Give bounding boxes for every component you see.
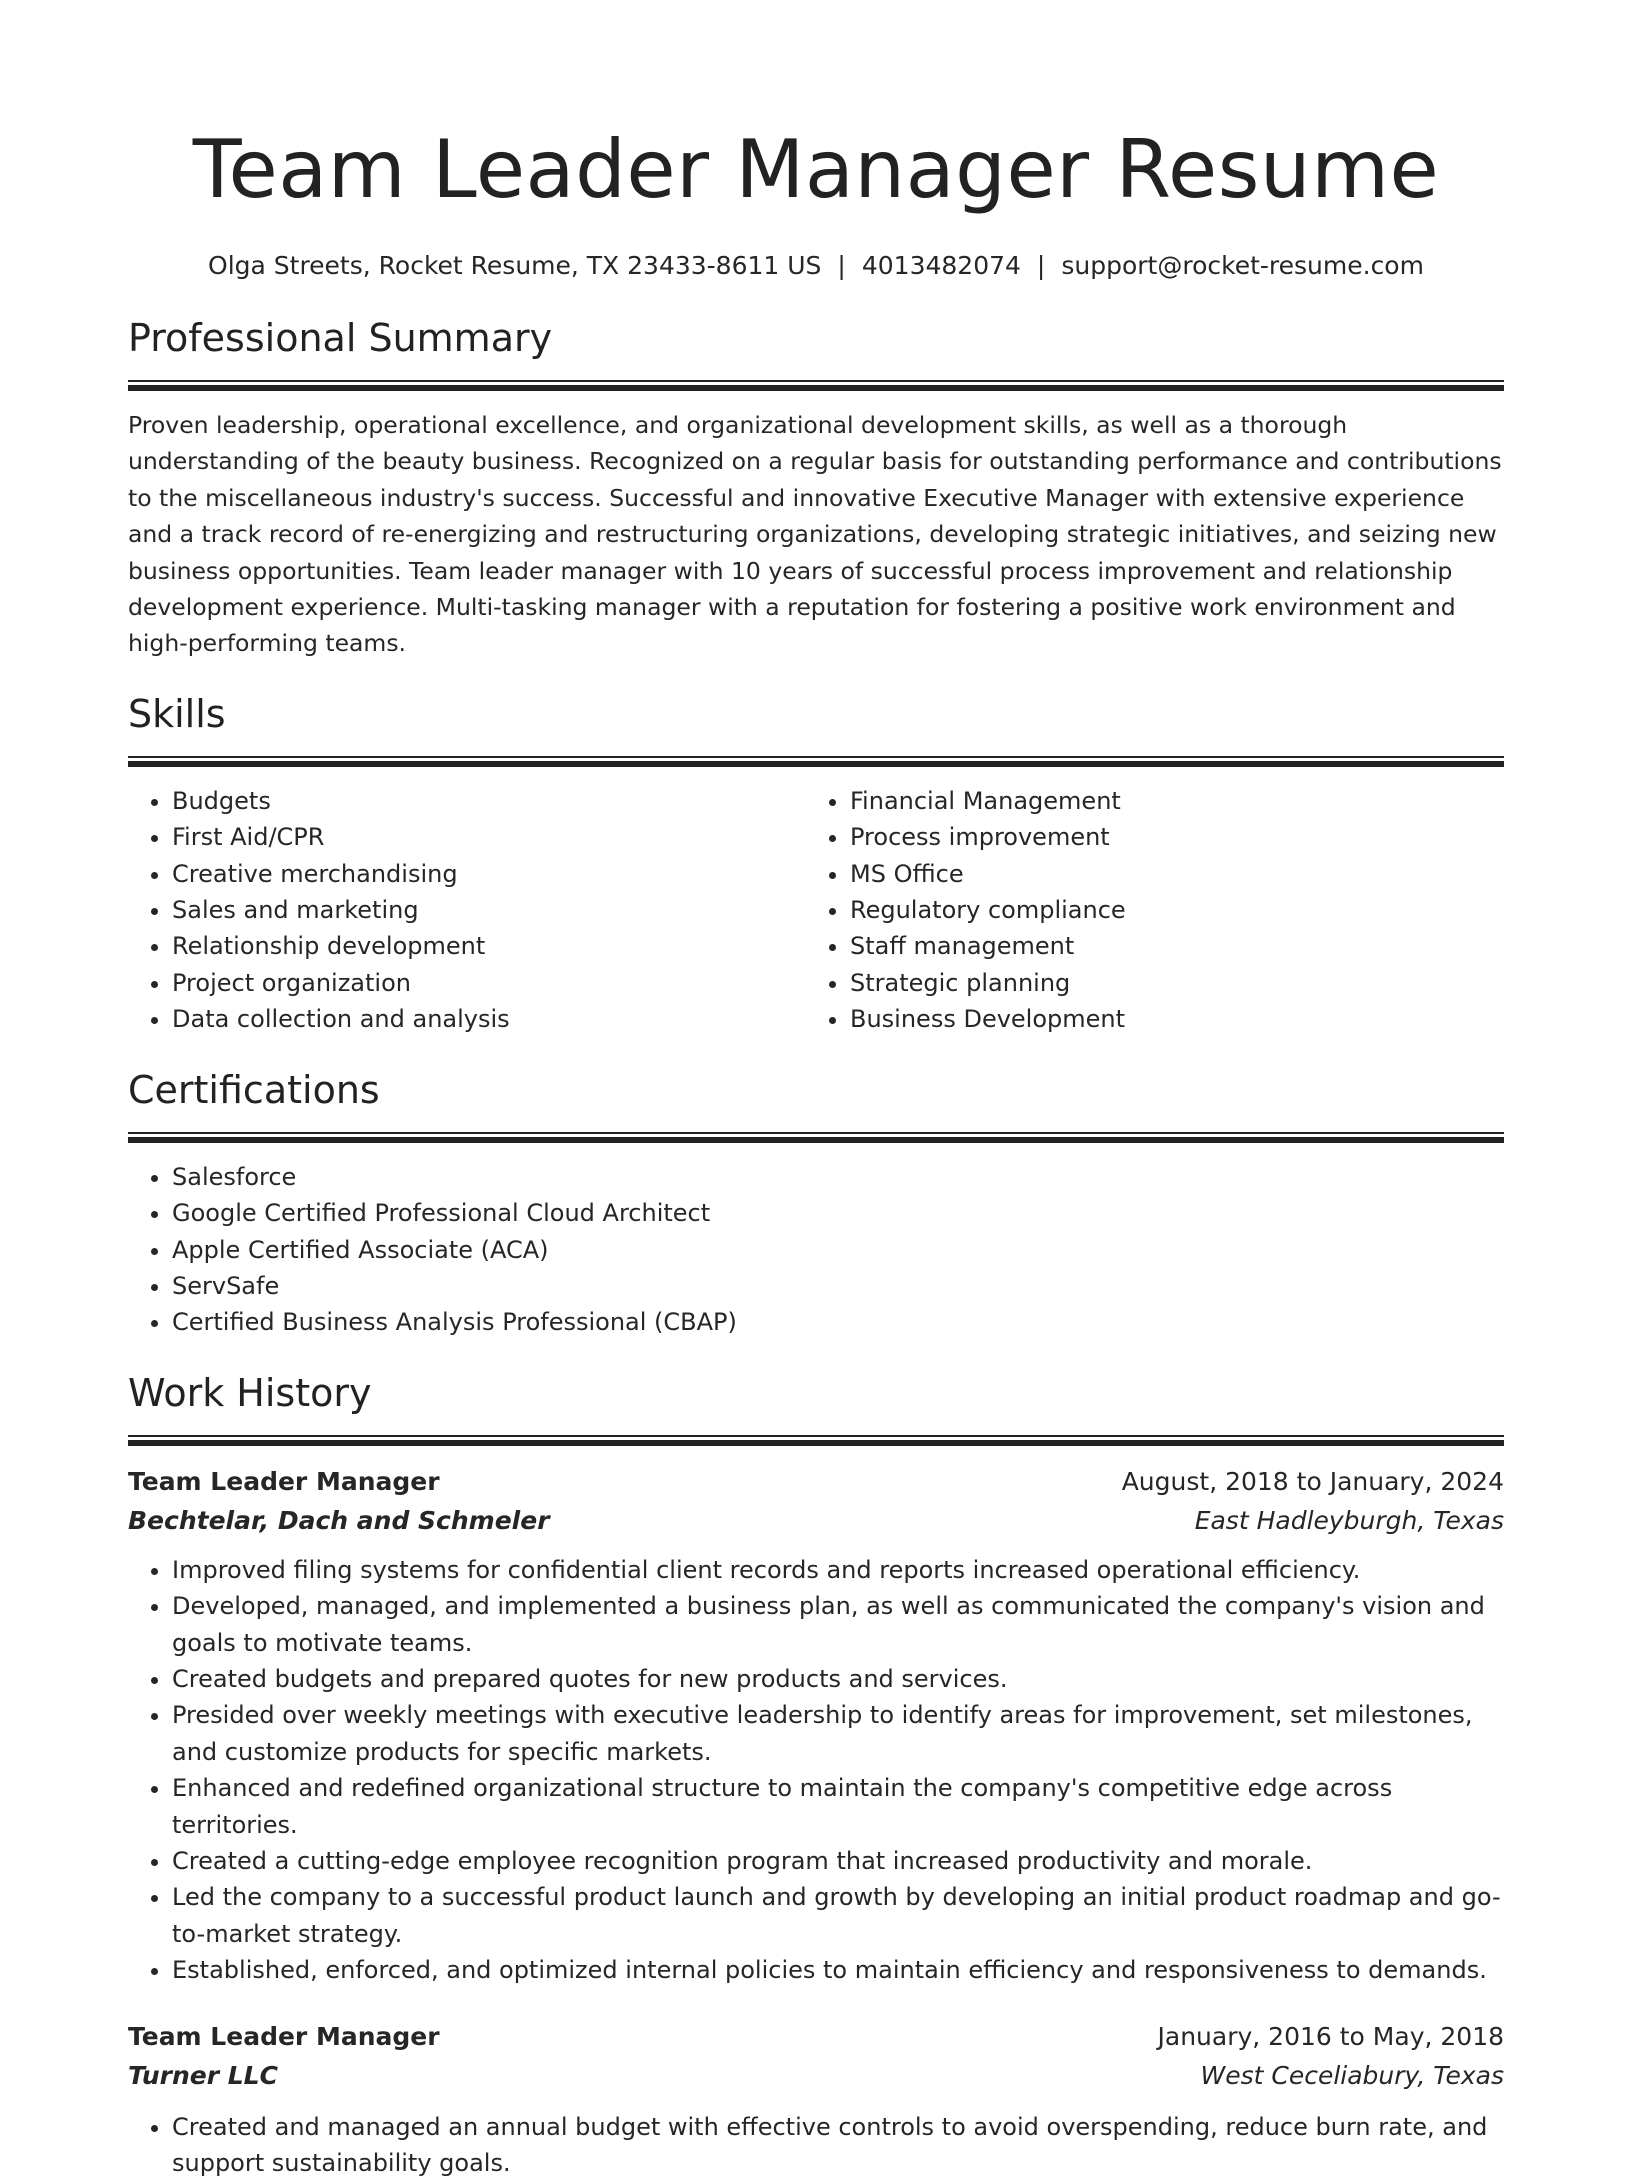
skills-section (128, 690, 1504, 1038)
job-location: West Ceceliabury, Texas (1200, 2060, 1504, 2090)
job-entry (128, 2017, 1504, 2181)
skills-column-left (128, 783, 806, 1038)
skills-column-right (806, 783, 1484, 1038)
summary-section (128, 314, 1504, 662)
section-divider (128, 1132, 1504, 1143)
skill-item: • Budgets (172, 783, 806, 819)
skill-item: • Staff management (850, 928, 1484, 964)
contact-separator: | (1036, 251, 1046, 280)
job-bullet: • Created budgets and prepared quotes for new products and services. (172, 1661, 1504, 1697)
job-dates: January, 2016 to May, 2018 (1157, 2021, 1504, 2051)
job-bullet: • Improved filing systems for confidential client records and reports increased operational efficiency. (172, 1552, 1504, 1588)
job-bullet: • Created a cutting-edge employee recognition program that increased productivity and morale. (172, 1843, 1504, 1879)
job-dates: August, 2018 to January, 2024 (1121, 1466, 1504, 1496)
job-location: East Hadleyburgh, Texas (1194, 1505, 1504, 1535)
skill-item: • Business Development (850, 1001, 1484, 1037)
skill-item: • First Aid/CPR (172, 819, 806, 855)
skill-item: • Financial Management (850, 783, 1484, 819)
certification-item: • Salesforce (172, 1159, 1504, 1195)
job-entry (128, 1462, 1504, 1989)
certification-item: • Apple Certified Associate (ACA) (172, 1232, 1504, 1268)
skill-item: • Process improvement (850, 819, 1484, 855)
section-title-work-history: Work History (128, 1370, 372, 1415)
skill-item: • Regulatory compliance (850, 892, 1484, 928)
job-title: Team Leader Manager (128, 2021, 440, 2051)
job-bullet: • Led the company to a successful product launch and growth by developing an initial product roadmap and go-to-market strategy. (172, 1879, 1504, 1952)
job-header (128, 1462, 1504, 1502)
skill-item: • Creative merchandising (172, 856, 806, 892)
job-company: Turner LLC (128, 2060, 278, 2090)
job-bullet: • Created and managed an annual budget with effective controls to avoid overspending, reduce burn rate, and support sustainability goals. (172, 2109, 1504, 2181)
section-title-certifications: Certifications (128, 1067, 380, 1112)
job-bullet: • Enhanced and redefined organizational structure to maintain the company's competitive edge across territories. (172, 1770, 1504, 1843)
skill-item: • Relationship development (172, 928, 806, 964)
section-divider (128, 380, 1504, 391)
resume-title: Team Leader Manager Resume (192, 123, 1440, 216)
certification-item: • ServSafe (172, 1268, 1504, 1304)
skill-item: • MS Office (850, 856, 1484, 892)
section-divider (128, 1435, 1504, 1446)
skill-item: • Project organization (172, 965, 806, 1001)
contact-phone: 4013482074 (861, 251, 1021, 280)
job-bullet: • Established, enforced, and optimized internal policies to maintain efficiency and responsiveness to demands. (172, 1952, 1504, 1988)
job-bullet: • Presided over weekly meetings with executive leadership to identify areas for improvement, set milestones, and customize products for specific markets. (172, 1697, 1504, 1770)
work-history-section (128, 1369, 1504, 2181)
contact-address: Olga Streets, Rocket Resume, TX 23433-8611 US (208, 251, 822, 280)
job-title: Team Leader Manager (128, 1466, 440, 1496)
certification-item: • Certified Business Analysis Professional (CBAP) (172, 1304, 1504, 1340)
skill-item: • Sales and marketing (172, 892, 806, 928)
skill-item: • Strategic planning (850, 965, 1484, 1001)
job-subheader (128, 2057, 1504, 2095)
section-title-summary: Professional Summary (128, 316, 553, 360)
skills-grid (128, 783, 1504, 1038)
job-bullet: • Developed, managed, and implemented a business plan, as well as communicated the company's vision and goals to motivate teams. (172, 1588, 1504, 1661)
section-divider (128, 756, 1504, 767)
section-title-skills: Skills (128, 691, 226, 736)
contact-separator: | (837, 251, 846, 280)
summary-text: Proven leadership, operational excellence, and organizational development skills, as well as a thorough understanding of the beauty business. Recognized on a regular basis for outstanding performance and contributions to the miscellaneous industry's success. Successful and innovative Executive Manager with extensive experience and a track record of re-energizing and restructuring organizations, developing strategic initiatives, and seizing new business opportunities. Team leader manager with 10 years of successful process improvement and relationship development experience. Multi-tasking manager with a reputation for fostering a positive work environment and high-performing teams. (128, 411, 1502, 658)
job-header (128, 2017, 1504, 2057)
contact-email[interactable]: support@rocket-resume.com (1061, 251, 1424, 280)
job-subheader (128, 1502, 1504, 1540)
contact-line (128, 250, 1504, 282)
skill-item: • Data collection and analysis (172, 1001, 806, 1037)
certification-item: • Google Certified Professional Cloud Architect (172, 1195, 1504, 1231)
job-company: Bechtelar, Dach and Schmeler (128, 1505, 550, 1535)
certifications-section (128, 1066, 1504, 1341)
resume-page (128, 0, 1504, 2181)
